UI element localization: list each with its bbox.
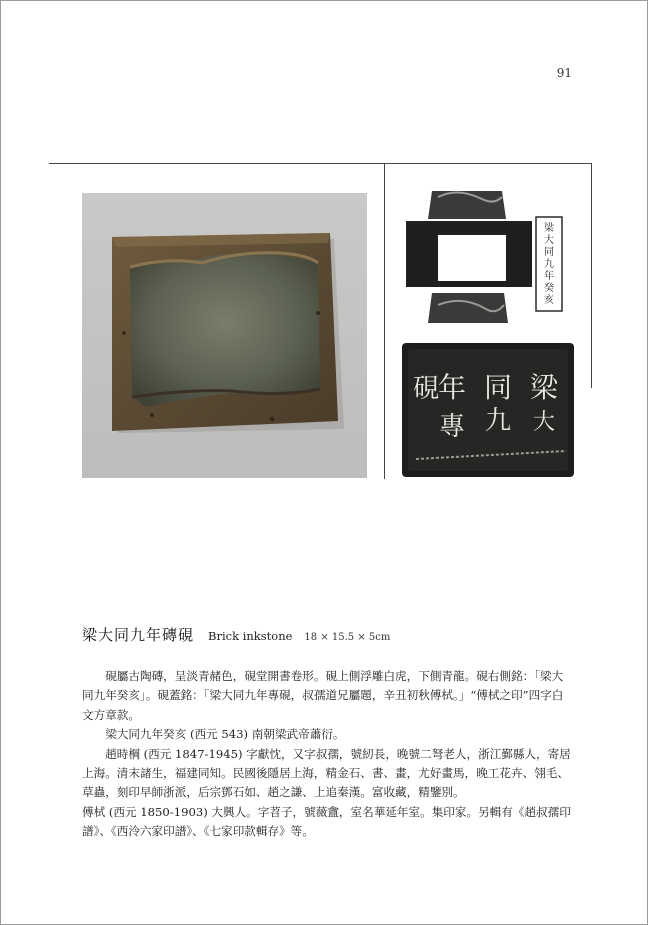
inkstone-rubbing-drawing: [398, 183, 578, 479]
right-edge-rule: [591, 163, 592, 388]
rubbing-char: 九: [484, 406, 512, 436]
body-paragraph-fu-shi: 傅栻 (西元 1850-1903) 大興人。字苕子，號薇盦，室名華延年室。集印家。另輯有《趙叔孺印譜》、《西泠六家印譜》、《七家印款輯存》等。: [82, 804, 571, 839]
top-rule: [49, 163, 592, 164]
caption-title-zh: 梁大同九年磚硯: [82, 626, 195, 644]
rubbing-char: 硯: [412, 374, 440, 404]
rubbing-char: 專: [438, 412, 466, 442]
body-paragraph-description: 硯屬古陶磚，呈淡青赭色，硯堂開書卷形。硯上側浮雕白虎，下側青龍。硯右側銘：「梁大同九年癸亥」。硯蓋銘：「梁大同九年專硯，叔孺道兄屬題，辛丑初秋傅栻。」“傅栻之印”四字白文方章款。: [82, 669, 564, 722]
body-text: [82, 667, 574, 842]
rubbing-side-inscription: 梁大同九年癸亥: [544, 223, 554, 306]
rubbing-char: 大: [532, 410, 556, 435]
caption-title-en: Brick inkstone: [208, 629, 293, 643]
caption: [82, 624, 582, 645]
caption-dimensions: 18 × 15.5 × 5cm: [304, 632, 391, 643]
inkstone-rubbing: [398, 183, 578, 479]
page-number: 91: [556, 66, 572, 80]
rubbing-char: 年: [437, 371, 467, 404]
rubbing-char: 同: [483, 371, 513, 404]
inkstone-photo: [82, 193, 367, 478]
body-paragraph-date: 梁大同九年癸亥 (西元 543) 南朝梁武帝蕭衍。: [105, 727, 345, 742]
body-paragraph-zhao-shigang: 趙時棡 (西元 1847-1945) 字獻忱，又字叔孺，號紉長，晚號二弩老人，浙江鄞縣人，寄居上海。清末諸生，福建同知。民國後隱居上海，精金石、書、畫，尤好畫馬，晚工花卉、翎毛、草蟲，刻印早師浙派，后宗鄧石如、趙之謙、上追秦漢。富收藏，精鑒別。: [82, 746, 571, 800]
image-divider: [384, 163, 385, 479]
rubbing-char: 梁: [529, 371, 559, 404]
inkstone-photo-drawing: [82, 193, 367, 478]
